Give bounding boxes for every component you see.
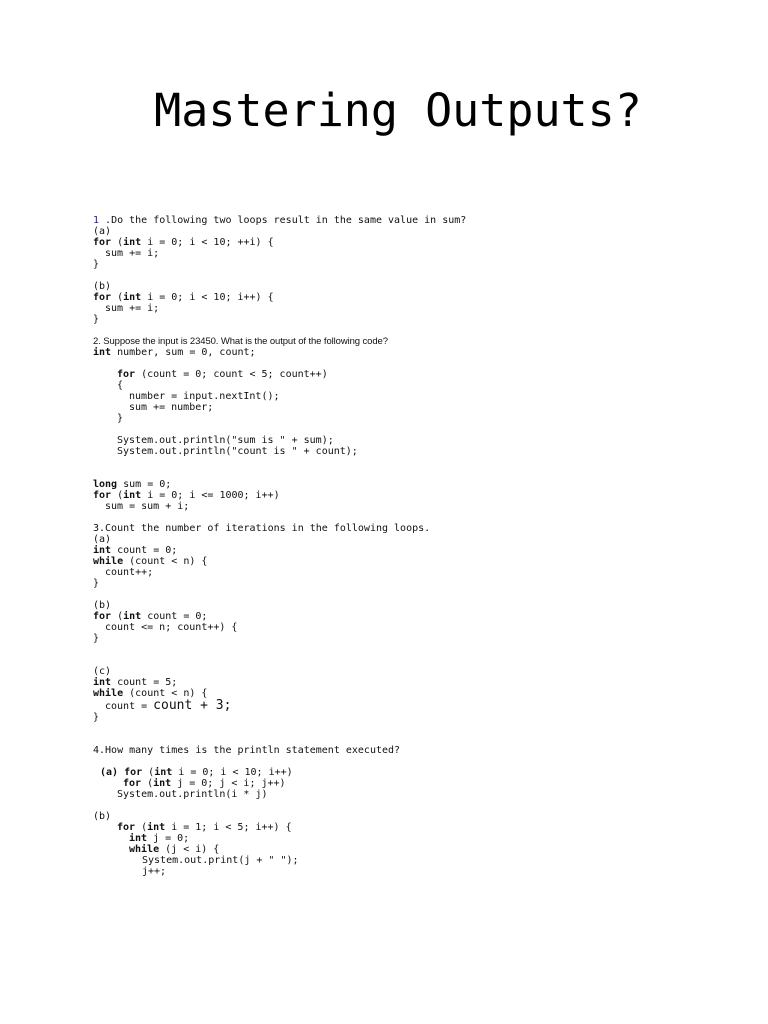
spacer: [93, 325, 733, 336]
code-text: (: [111, 292, 124, 303]
code-text: i = 1; i < 5; i++) {: [165, 822, 292, 833]
code-text: count = 0;: [141, 611, 208, 622]
label-b: (b): [93, 600, 112, 611]
code-line: }: [93, 712, 100, 723]
code-text: (: [111, 237, 124, 248]
spacer: [93, 644, 733, 666]
code-line: [93, 369, 733, 380]
spacer: [93, 457, 733, 479]
keyword: int: [93, 677, 112, 688]
spacer: [93, 756, 733, 767]
keyword: for: [117, 369, 136, 380]
question-1: [93, 215, 733, 226]
keyword: while: [129, 844, 160, 855]
code-line: [93, 292, 733, 303]
code-line: [93, 767, 733, 778]
code-line: System.out.println(i * j): [117, 789, 268, 800]
code-line: }: [93, 314, 100, 325]
code-text: (count < n) {: [123, 688, 208, 699]
keyword: int: [123, 237, 142, 248]
code-text: count =: [105, 701, 154, 712]
keyword: int: [129, 833, 148, 844]
keyword: int: [93, 347, 112, 358]
code-line: [93, 556, 733, 567]
code-text: j = 0; j < i; j++): [171, 778, 286, 789]
keyword: int: [123, 611, 142, 622]
code-line: sum += i;: [105, 303, 160, 314]
label-a: (a): [100, 767, 119, 778]
question-2: 2. Suppose the input is 23450. What is the output of the following code?: [93, 336, 388, 347]
keyword: for: [93, 611, 112, 622]
code-text: number, sum = 0, count;: [111, 347, 256, 358]
code-line: [93, 844, 733, 855]
question-3: 3.Count the number of iterations in the following loops.: [93, 523, 431, 534]
code-text: (: [111, 611, 124, 622]
label-b: (b): [93, 811, 112, 822]
code-line: System.out.println("sum is " + sum);: [117, 435, 334, 446]
question-4: 4.How many times is the println statement executed?: [93, 745, 401, 756]
keyword: for: [117, 822, 136, 833]
code-line: {: [117, 380, 124, 391]
code-line: }: [93, 578, 100, 589]
spacer: [93, 723, 733, 745]
code-line: [93, 611, 733, 622]
code-line: sum += number;: [129, 402, 214, 413]
code-text: (: [135, 822, 148, 833]
code-line: [93, 699, 733, 712]
code-text: i = 0; i < 10; ++i) {: [141, 237, 274, 248]
keyword: for: [123, 778, 142, 789]
keyword: int: [93, 545, 112, 556]
code-line: [93, 677, 733, 688]
code-text: j = 0;: [147, 833, 190, 844]
keyword: for: [124, 767, 143, 778]
spacer: [93, 589, 733, 600]
keyword: int: [154, 767, 173, 778]
spacer: [93, 800, 733, 811]
code-line: System.out.print(j + " ");: [142, 855, 299, 866]
keyword: int: [123, 292, 142, 303]
code-line: [93, 822, 733, 833]
keyword: int: [147, 822, 166, 833]
code-text: sum = 0;: [117, 479, 172, 490]
code-line: [93, 833, 733, 844]
code-line: }: [93, 259, 100, 270]
question-number: 1: [93, 215, 100, 226]
keyword: int: [123, 490, 142, 501]
code-line: count++;: [105, 567, 154, 578]
spacer: [93, 424, 733, 435]
label-b: (b): [93, 281, 112, 292]
code-text: i = 0; i < 10; i++) {: [141, 292, 274, 303]
question-text: .Do the following two loops result in the same value in sum?: [99, 215, 467, 226]
code-line: [93, 778, 733, 789]
page-title: Mastering Outputs?: [154, 84, 642, 137]
code-text-large: count + 3;: [153, 698, 232, 713]
code-line: [93, 545, 733, 556]
code-text: (count < n) {: [123, 556, 208, 567]
code-line: count <= n; count++) {: [105, 622, 238, 633]
code-text: i = 0; i < 10; i++): [172, 767, 293, 778]
code-line: }: [117, 413, 124, 424]
code-text: (j < i) {: [159, 844, 220, 855]
keyword: for: [93, 237, 112, 248]
code-text: count = 5;: [111, 677, 178, 688]
label-a: (a): [93, 226, 112, 237]
code-line: [93, 479, 733, 490]
code-line: [93, 237, 733, 248]
code-line: System.out.println("count is " + count);: [117, 446, 358, 457]
keyword: while: [93, 556, 124, 567]
code-line: number = input.nextInt();: [129, 391, 280, 402]
keyword: long: [93, 479, 118, 490]
code-text: count = 0;: [111, 545, 178, 556]
code-line: }: [93, 633, 100, 644]
code-text: (: [142, 767, 155, 778]
code-line: [93, 490, 733, 501]
keyword: for: [93, 292, 112, 303]
code-line: sum = sum + i;: [105, 501, 190, 512]
label-a: (a): [93, 534, 112, 545]
code-text: (: [111, 490, 124, 501]
code-line: [93, 347, 733, 358]
code-text: (count = 0; count < 5; count++): [135, 369, 328, 380]
code-text: i = 0; i <= 1000; i++): [141, 490, 280, 501]
keyword: for: [93, 490, 112, 501]
exercise-body: [93, 215, 733, 877]
code-line: sum += i;: [105, 248, 160, 259]
spacer: [93, 270, 733, 281]
code-text: (: [141, 778, 154, 789]
keyword: int: [153, 778, 172, 789]
keyword: while: [93, 688, 124, 699]
spacer: [93, 512, 733, 523]
code-line: j++;: [142, 866, 167, 877]
spacer: [93, 358, 733, 369]
label-c: (c): [93, 666, 112, 677]
